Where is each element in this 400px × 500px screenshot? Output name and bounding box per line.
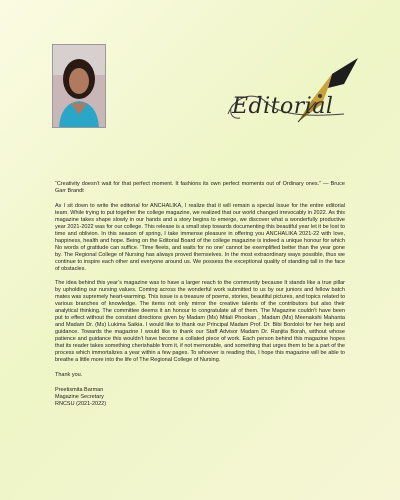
signature-org: RNCSU (2021-2022) bbox=[55, 400, 107, 407]
thanks-paragraph: Thank you. bbox=[55, 371, 83, 378]
author-portrait-photo bbox=[53, 45, 105, 127]
page-title: Editorial bbox=[232, 94, 334, 119]
signature-role: Magazine Secretary bbox=[55, 393, 104, 400]
editorial-body bbox=[55, 181, 345, 408]
editorial-title bbox=[226, 84, 346, 124]
quote-paragraph: “Creativity doesn’t wait for that perfect moment. It fashions its own perfect moments out of Ordinary ones.” — Bruce Garr Brandt bbox=[55, 181, 345, 194]
signature-name: Preetismita Barman bbox=[55, 386, 104, 393]
body-paragraph: The idea behind this year’s magazine was to have a larger reach to the community because It stands like a true pillar by upholding our nursing values. Coming across the wonderful work submitted to us by our juniors and fellow batch mates was supremely heart-warming. This issue is a treasure of poems, stories, beautiful pictures, and topics related to various branches of knowledge. The items not only mirror the creative talents of the contributors but also their analytical thinking. The committee deems it an honour to congratulate all of them. The Magazine couldn’t have been put to effect without the constant directions given by Madam (Ms) Mitali Phookan , Madam (Ms) Meenakshi Mahanta and Madam Dr. (Ms) Lukima Saikia. I would like to thank our Principal Madam Prof. Dr. Bibi Bordoloi for her help and guidance. Towards the magazine I would like to thank our Staff Advisor Madam Dr. Ranjita Borah, without whose patience and guidance this wouldn’t have become a collated piece of work. Each person behind this magazine hopes that its reader takes something cherishable from it, if not memorable, and something that urges them to be a part of the process which immortalizes a year within a few pages. To whoever is reading this, I hope this magazine will be able to breathe a little more into the life of The Regional College of Nursing. bbox=[55, 280, 346, 363]
intro-paragraph: As I sit down to write the editorial for ANCHALIKA, I realize that it will remain a special Issue for the entire editorial team. While trying to put together the college magazine, we realized that our world changed irrevocably in 2022. As this magazine takes shape slowly in our hands and a story begins to emerge, we discover what a wonderfully productive year 2021-2022 was for our college. This release is a small step towards documenting this beautiful year let it be lost to time and oblivion. In this season of spring, I take immense pleasure in offering you ANCHALIKA 2021-22 with love, happiness, health and hope. Being on the Editorial Board of the college magazine is indeed a unique honour for which No words of gratitude can suffice. ‘Time fleets, and waits for no one’ cannot be exemplified better than the year gone by. The Regional College of Nursing has always proved themselves. In the most extraordinary ways possible, thus we continue to inspire each other and everyone around us. We possess the exceptional quality of standing tall in the face of obstacles. bbox=[55, 202, 345, 272]
signature-block bbox=[55, 387, 345, 408]
author-photo bbox=[52, 44, 106, 128]
